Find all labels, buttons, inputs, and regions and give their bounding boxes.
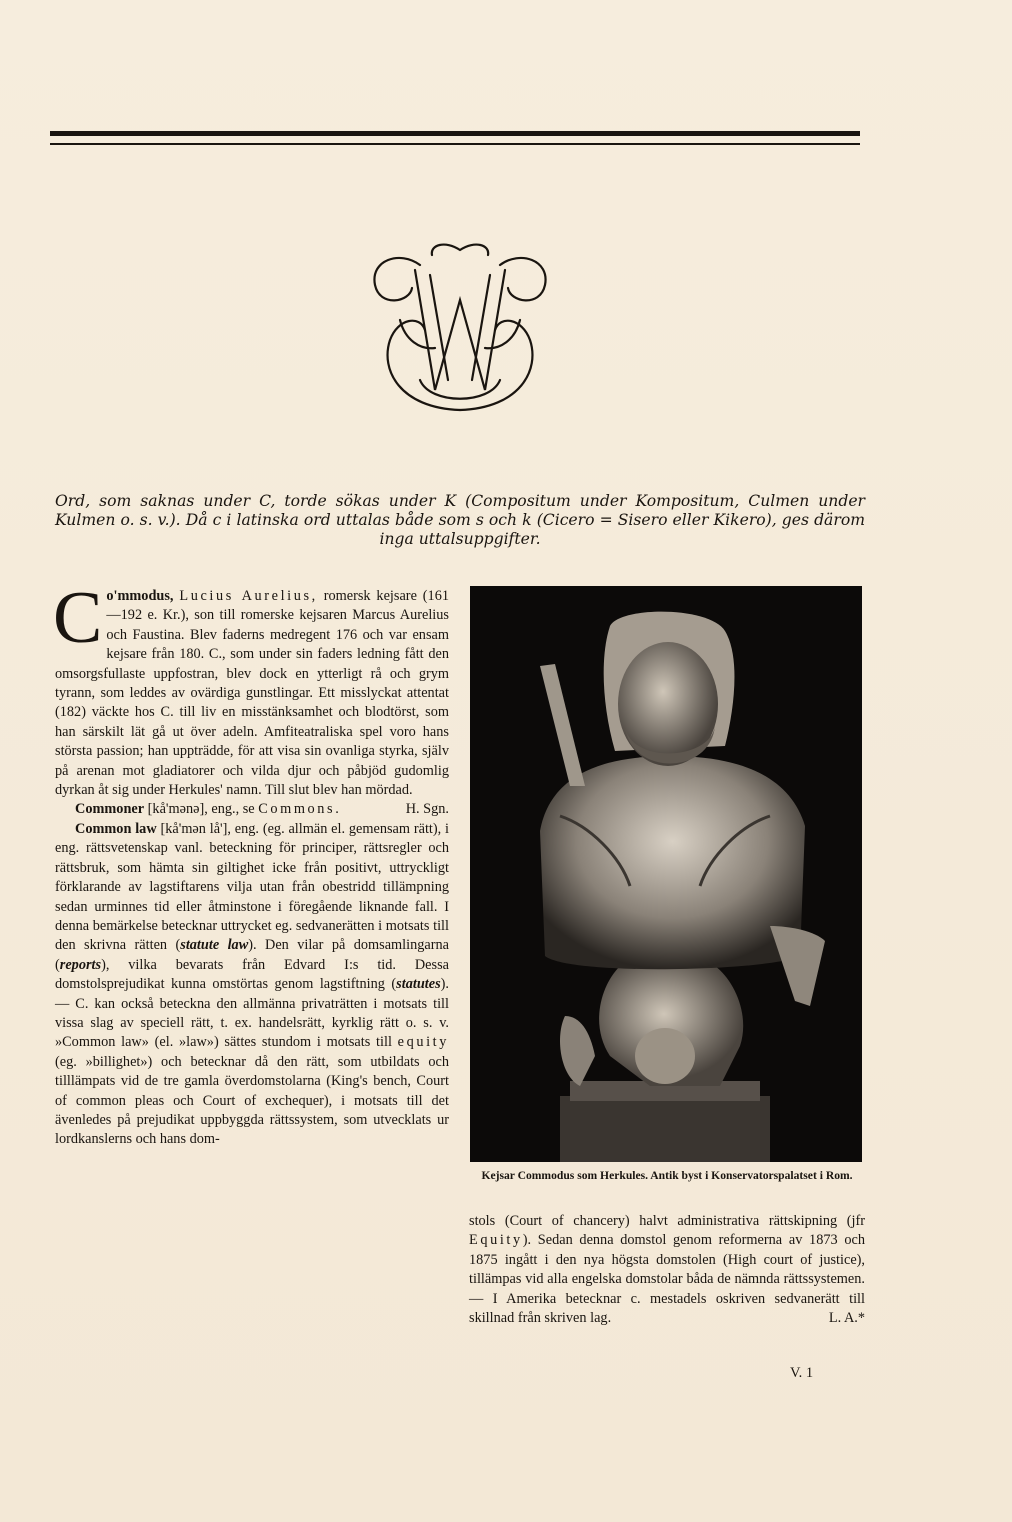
headword-commoner: Commoner — [75, 801, 145, 818]
commodus-full-name: Lucius Aurelius, — [179, 588, 318, 604]
common-law-text-4: ). — C. kan också beteckna den allmänna privaträtten i motsats till vissa slag av speciell rätt, t. ex. handelsrätt, kyrklig rätt o. s. v. »Common law» (el. »law») sättes stundom i motsats till — [55, 976, 449, 1051]
common-law-text-2: ). Den vilar på domsamlingarna ( — [55, 937, 450, 973]
page-mark: V. 1 — [790, 1365, 814, 1381]
bust-illustration — [470, 586, 862, 1162]
intro-note: Ord, som saknas under C, torde sökas under K (Compositum under Kompositum, Culmen under Kulmen o. s. v.). Då c i latinska ord uttalas både som s och k (Cicero = Sisero eller Kikero), ges därom inga uttalsuppgifter. — [55, 492, 865, 548]
commodus-text: romersk kejsare (161—192 e. Kr.), son till romerske kejsaren Marcus Aurelius och Faustina. Blev faderns medregent 176 och var ensam kejsare från 180. C., som under sin faders ledning fått den omsorgsfullaste uppfostran, blev dock en ytterligt rå och grym tyrann, som leddes av ovärdiga gunstlingar. Ett misslyckat attentat (182) väckte hos C. till liv en misstänksamhet och blodtörst, som han särskilt lät gå ut över adeln. Amfiteatraliska spel voro hans största passion; han uppträdde, för att visa sin ovanliga styrka, själv på arenan mot gladiatorer och vilda djur och påbjöd gudomlig dyrkan åt sig under Herkules' namn. Till slut blev han mördad. — [55, 588, 450, 799]
header-rule-thick — [50, 131, 860, 136]
drop-cap: C — [53, 577, 103, 659]
common-law-text-1: [kå'mən lå'], eng. (eg. allmän el. gemensam rätt), i eng. rättsvetenskap vanl. beteckning för principer, rättsregler och rättsbruk, som hämta sin giltighet icke från positivt, uttryckligt förklarande av lagstiftarens vilja utan från obestridd tillämpning sedan urminnes tid eller åtminstone i föregående liknande fall. I denna bemärkelse betecknar uttrycket eg. sedvanerätten i motsats till den skrivna rätten ( — [55, 820, 450, 954]
common-law-text-7: ). Sedan denna domstol genom reformerna av 1873 och 1875 ingått i den nya högsta domstolen (High court of justice), tillämpas vid alla engelska domstolar båda de nämnda rättssystemen. — I Amerika betecknar c. mestadels oskriven sedvanerätt till skillnad från skriven lag. — [469, 1232, 865, 1327]
term-equity: equity — [397, 1034, 449, 1051]
common-law-text-6: stols (Court of chancery) halvt administrativa rättskipning (jfr — [469, 1213, 865, 1229]
left-column — [53, 577, 450, 1150]
term-statute-law: statute law — [180, 937, 249, 954]
photo-caption: Kejsar Commodus som Herkules. Antik byst i Konservatorspalatset i Rom. — [481, 1169, 853, 1182]
commoner-ref: Commons. — [258, 801, 342, 818]
common-law-text-3: ), vilka bevarats från Edvard I:s tid. Dessa domstolsprejudikat kunna omstörtas genom lagstiftning ( — [55, 956, 449, 993]
header-rule-thin — [50, 143, 860, 145]
term-reports: reports — [59, 956, 102, 973]
common-law-text-5: (eg. »billighet») och betecknar då den rätt, som utbildats och tilllämpats vid de tre gamla överdomstolarna (King's bench, Court of common pleas och Court of exchequer), i motsats till det ävenledes på prejudikat uppbyggda rättssystem, som utvecklats ur lordkanslerns och hans dom- — [55, 1053, 449, 1148]
commodus-bust-photo — [470, 586, 862, 1162]
term-equity-ref: Equity — [469, 1232, 523, 1249]
common-law-signature: L. A.* — [828, 1310, 865, 1327]
headword-commodus: o'mmodus, — [106, 588, 174, 604]
entry-common-law — [55, 820, 449, 1150]
entry-commoner — [55, 800, 449, 819]
letter-c-monogram — [360, 230, 560, 420]
commodus-signature: H. Sgn. — [405, 801, 449, 818]
term-statutes: statutes — [396, 976, 441, 993]
commoner-text: [kå'mənə], eng., se — [147, 801, 255, 818]
headword-common-law: Common law — [75, 820, 157, 837]
right-column — [469, 1212, 865, 1328]
